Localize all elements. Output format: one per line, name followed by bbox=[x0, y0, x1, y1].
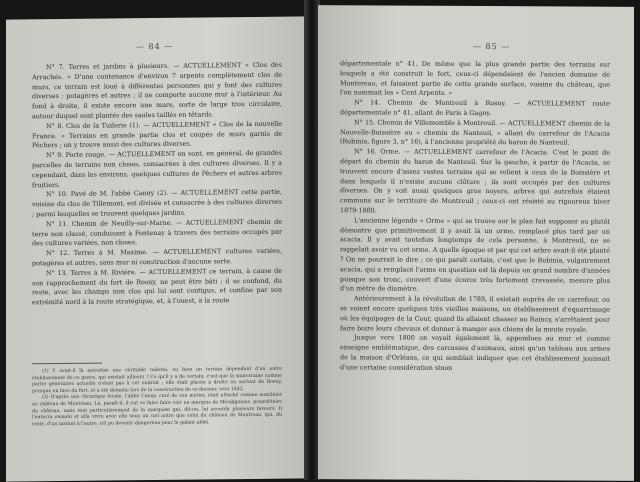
paragraph: N° 12. Terres à M. Maxime. — ACTUELLEMENT cultures variées, potagères et autres, sans mur ni construction d'aucune sorte. bbox=[32, 246, 282, 268]
paragraph: Jusque vers 1800 on voyait également là, appendues au mur et comme enseigne emblématique, des carcasses d'animaux, ainsi qu'un tableau aux armes de la maison d'Orléans, ce qui semblait indiquer que cet établissement jouissait d'une certaine considération sinon bbox=[340, 333, 610, 372]
paragraph: N° 15. Chemin de Villemomble à Montreuil. — ACTUELLEMENT chemin de la Nouvelle-Boissière ou « chemin de Nanteuil, » allant du carrefour de l'Acacia (Robinia, figure 3, n° 16), à l'ancienne propriété du baron de Nanteuil. bbox=[340, 118, 610, 147]
paragraph: N° 13. Terres à M. Rivière. — ACTUELLEMENT ce terrain, à cause de son rapprochement du fort de Rosny, ne peut être bâti ; il se confond, du reste, avec les champs non clos qui lui sont contigus, et confine par son extrémité nord à la route stratégique, et, à l'ouest, à la route bbox=[32, 266, 282, 307]
footnote-rule bbox=[32, 363, 102, 365]
left-page bbox=[6, 16, 306, 481]
footnote: (2) D'après une chronique locale, l'abbé Canny, curé de son métier, était attaché comme aumônier au château de Montreau. Là, paraît-il, il eut ce faire faire voir au marquis de Mesdigoines, propriétaire du château, mais tout particulièrement de la marquise qui, dit-on, lui accorda plusieurs faveurs. Il l'enterra ensuite et alla vivre avec elle sous un ciel autre que celui du château de Montreau, qui, du reste, d'un instant à l'autre, cél pu devenir dangereux pour le galant abbé. bbox=[32, 393, 282, 428]
paragraph: N° 16. Orme. — ACTUELLEMENT carrefour de l'Acacia. C'est le point de départ du chemin du baron de Nanteuil. Sur la gauche, à partir de l'Acacia, se trouvent encore d'assez vastes terrains qui se relient à ceux de la Boissière et dans lesquels il n'existe aucune clôture ; ils sont occupés par des cultures diverses. On y voit aussi quelques gros noyers, arbres qui autrefois étaient communs sur le territoire de Montreuil ; ceux-ci ont résisté au rigoureux hiver 1879-1880. bbox=[340, 147, 610, 215]
paragraph: Antérieurement à la révolution de 1789, il existait auprès de ce carrefour, ou se voient encore quelques très vieilles maisons, un établissement d'équarrissage où les équipages de la Cour, quand ils allaient chasser au Raincy, s'arrêtaient pour faire boire leurs chevaux et donner à manger aux chiens de la meute royale. bbox=[340, 294, 610, 334]
paragraph: N° 8. Clos de la Tuilerie (1). — ACTUELLEMENT « Clos de la nouvelle France. » Terrains en grande partie clos et coupés de murs garnis de Pêchers ; on y trouve aussi des cultures diverses. bbox=[32, 119, 282, 150]
page-number: — 85 — bbox=[473, 41, 511, 52]
paragraph: N° 9. Porte rouge. — ACTUELLEMENT on sont, en général, de grandes parcelles de terrains non closes, consacrées à des cultures diverses. Il y a cependant, dans les environs, quelques cultures de Pêchers et autres arbres fruitiers. bbox=[32, 148, 282, 189]
paragraph: N° 10. Pavé de M. l'abbé Canny (2). — ACTUELLEMENT cette partie, voisine du clos de Tillemont, est divisée et consacrée à des cultures diverses ; parmi lesquelles se trouvent quelques jardins. bbox=[32, 188, 282, 219]
right-page bbox=[318, 5, 634, 481]
right-page-body bbox=[340, 59, 610, 374]
paragraph: N° 11. Chemin de Neuilly-sur-Marne. — ACTUELLEMENT chemin de terre non classé, conduisant à Fontenay à travers des terrains occupés par des cultures variées, non closes. bbox=[32, 217, 282, 248]
paragraph: N° 14. Chemin de Montreuil à Rosny. — ACTUELLEMENT route départementale n° 41, allant de Paris à Gagny. bbox=[340, 98, 610, 118]
paragraph: départementale n° 41. De même que la plus grande partie des terrains sur lesquels a été construit le fort, ceux-ci dépendaient de l'ancien domaine de Montereau, et faisaient partie de cette grande surface, voisine du château, que l'on nommait les « Cent Arpents. » bbox=[340, 59, 610, 98]
paragraph: L'ancienne légende « Orme » qui se trouve sur le plan fait supposer ou plutôt démontre que primitivement il y avait là un orme, remplacé plus tard par un acacia. Il y avait toutefois longtemps de cela personne, à Montreuil, ne se rappelait avoir vu cet orme. A quelle époque et par qui cet arbre avait-il été planté ? On ne pourrait le dire ; ce qui paraît certain, c'est que le Robinia, vulgairement acacia, qui a remplacé l'orme en question est là depuis un grand nombre d'années puisque son tronc, couvert d'une écorce très fortement crevassée, mesure plus d'un mètre de diamètre. bbox=[340, 216, 610, 294]
paragraph: N° 7. Terres et jardins à plusieurs. — ACTUELLEMENT « Clos des Arrachés. » D'une contenance d'environ 7 arpents complètement clos de murs, ce terrain est loué à différentes personnes qui y font des cultures diverses : potagères et autres ; il ne comporte aucune mur à l'intérieur. Au fond à droite, il existe encore une mare, sorte de large trou circulaire, autour duquel sont plantés des saules taillés en têtards. bbox=[32, 60, 282, 121]
left-page-body bbox=[32, 61, 282, 309]
page-number: — 84 — bbox=[136, 41, 174, 52]
footnote: (1) Y avait-il là autrefois une véritable tuilerie, ou bien un terrain dépendant d'un autre établissement de ce genre, qui existait ailleurs ? Ce qu'il y a de certain, c'est que la souterraine comme partie générative actuelle n'était pas à cet endroit ; elle était placée à droite en sortant de Rosny, presque en face du fort, et a été démolie lors de la construction de ce dernier, vers 1842. bbox=[32, 366, 282, 395]
footnotes bbox=[32, 367, 282, 429]
